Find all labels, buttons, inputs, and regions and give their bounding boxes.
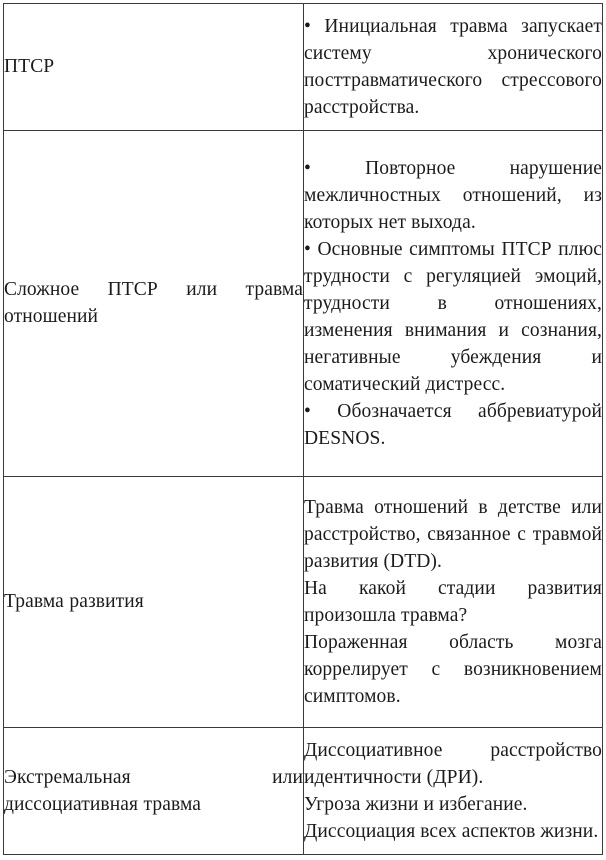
term-label: Экстремальная или диссоциативная травма [4, 767, 303, 816]
table-row [4, 476, 603, 728]
description-paragraph: • Повторное нарушение межличностных отношений, из которых нет выхода. [304, 155, 602, 236]
description-block [304, 155, 602, 452]
table-cell-description [304, 4, 603, 131]
trauma-types-table [3, 3, 603, 855]
term-label: Сложное ПТСР или травма отношений [4, 279, 303, 328]
table-cell-term [4, 4, 304, 131]
description-paragraph: Травма отношений в детстве или расстройство, связанное с травмой развития (DTD). [304, 496, 602, 572]
description-paragraph: • Обозначается аббревиатурой DESNOS. [304, 398, 602, 452]
table-row [4, 728, 603, 855]
table-row [4, 4, 603, 131]
description-block [304, 737, 602, 845]
table-cell-term [4, 130, 304, 476]
description-paragraph: • Инициальная травма запускает систему хронического посттравматического стрессового расстройства. [304, 13, 602, 121]
description-block [304, 494, 602, 710]
description-paragraph: Угроза жизни и избегание. [304, 794, 528, 816]
description-block [304, 13, 602, 121]
description-paragraph: На какой стадии развития произошла травма? [304, 577, 602, 626]
table-cell-description [304, 728, 603, 855]
description-paragraph: Диссоциативное расстройство идентичности (ДРИ). [304, 740, 602, 789]
table-row [4, 130, 603, 476]
table-cell-description [304, 130, 603, 476]
term-label: Травма развития [4, 591, 144, 613]
description-paragraph: Пораженная область мозга коррелирует с возникновением симптомов. [304, 631, 602, 707]
table-body [4, 4, 603, 855]
description-paragraph: Диссоциация всех аспектов жизни. [304, 821, 599, 843]
description-paragraph: • Основные симптомы ПТСР плюс трудности с регуляцией эмоций, трудности в отношениях, изменения внимания и сознания, негативные убеждения и соматический дистресс. [304, 236, 602, 398]
table-cell-term [4, 476, 304, 728]
term-label: ПТСР [4, 56, 55, 78]
table-cell-term [4, 728, 304, 855]
table-cell-description [304, 476, 603, 728]
